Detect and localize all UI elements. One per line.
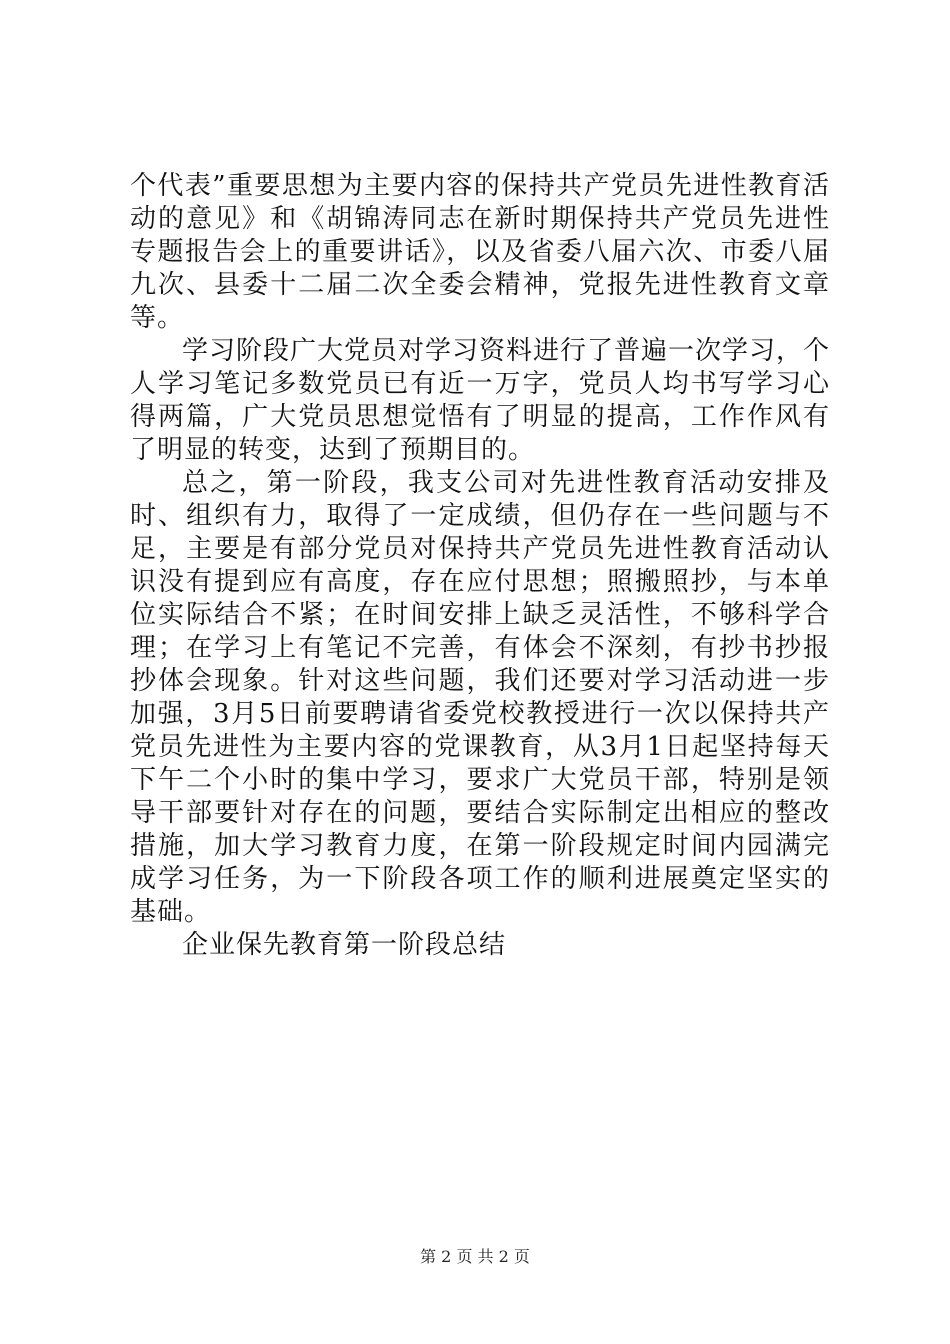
page-footer: 第 2 页 共 2 页 [420, 1247, 530, 1266]
document-title-line: 企业保先教育第一阶段总结 [182, 930, 507, 960]
paragraph-summary: 总之，第一阶段，我支公司对先进性教育活动安排及时、组织有力，取得了一定成绩，但仍存在一些问题与不足，主要是有部分党员对保持共产党员先进性教育活动认识没有提到应有高度，存在应付思想；照搬照抄，与本单位实际结合不紧；在时间安排上缺乏灵活性，不够科学合理；在学习上有笔记不完善，有体会不深刻，有抄书抄报抄体会现象。针对这些问题，我们还要对学习活动进一步加强，3月5日前要聘请省委党校教授进行一次以保持共产党员先进性为主要内容的党课教育，从3月1日起坚持每天下午二个小时的集中学习，要求广大党员干部，特别是领导干部要针对存在的问题，要结合实际制定出相应的整改措施，加大学习教育力度，在第一阶段规定时间内园满完成学习任务，为一下阶段各项工作的顺利进展奠定坚实的基础。 [130, 468, 830, 927]
document-body [130, 170, 830, 962]
paragraph-study-phase: 学习阶段广大党员对学习资料进行了普遍一次学习，个人学习笔记多数党员已有近一万字，党员人均书写学习心得两篇，广大党员思想觉悟有了明显的提高，工作作风有了明显的转变，达到了预期目的。 [130, 336, 831, 465]
paragraph-continuation: 个代表”重要思想为主要内容的保持共产党员先进性教育活动的意见》和《胡锦涛同志在新时期保持共产党员先进性专题报告会上的重要讲话》，以及省委八届六次、市委八届九次、县委十二届二次全委会精神，党报先进性教育文章等。 [130, 171, 830, 333]
